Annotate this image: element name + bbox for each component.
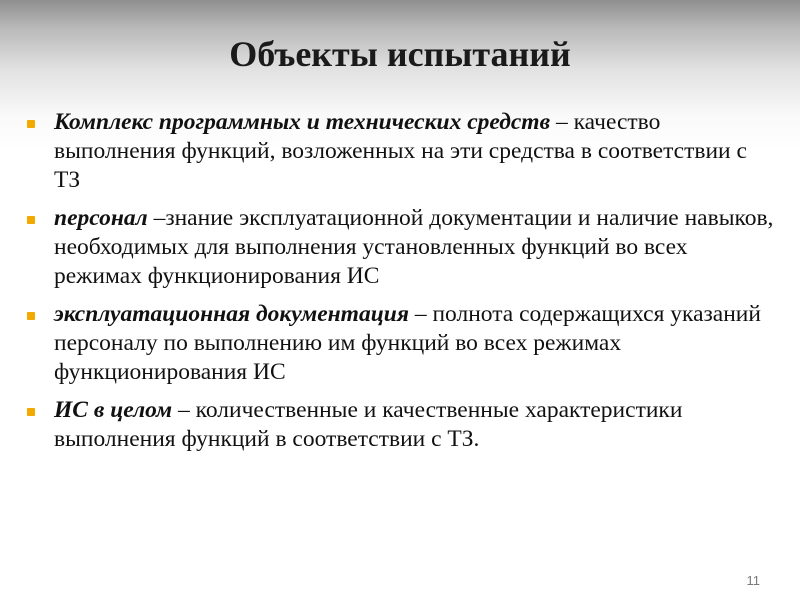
bullet-list bbox=[24, 108, 774, 463]
bullet-item bbox=[24, 396, 774, 454]
bullet-text: – полнота содержащихся указаний персоналу по выполнению им функций во всех режимах функционирования ИС bbox=[54, 301, 761, 385]
bullet-marker-icon bbox=[27, 216, 35, 224]
bullet-term: ИС в целом bbox=[54, 397, 173, 423]
slide-title: Объекты испытаний bbox=[229, 34, 571, 74]
bullet-text: – качество выполнения функций, возложенных на эти средства в соответствии с ТЗ bbox=[54, 109, 747, 193]
bullet-text: –знание эксплуатационной документации и наличие навыков, необходимых для выполнения установленных функций во всех режимах функционирования ИС bbox=[54, 205, 774, 289]
bullet-item bbox=[24, 300, 774, 387]
page-number: 11 bbox=[746, 573, 760, 588]
bullet-marker-icon bbox=[27, 312, 35, 320]
bullet-marker-icon bbox=[27, 120, 35, 128]
bullet-item bbox=[24, 204, 774, 291]
bullet-text: – количественные и качественные характеристики выполнения функций в соответствии с ТЗ. bbox=[54, 397, 683, 452]
bullet-term: эксплуатационная документация bbox=[54, 301, 409, 327]
bullet-marker-icon bbox=[27, 408, 35, 416]
bullet-item bbox=[24, 108, 774, 195]
bullet-term: Комплекс программных и технических средств bbox=[54, 109, 551, 135]
bullet-term: персонал bbox=[54, 205, 148, 231]
